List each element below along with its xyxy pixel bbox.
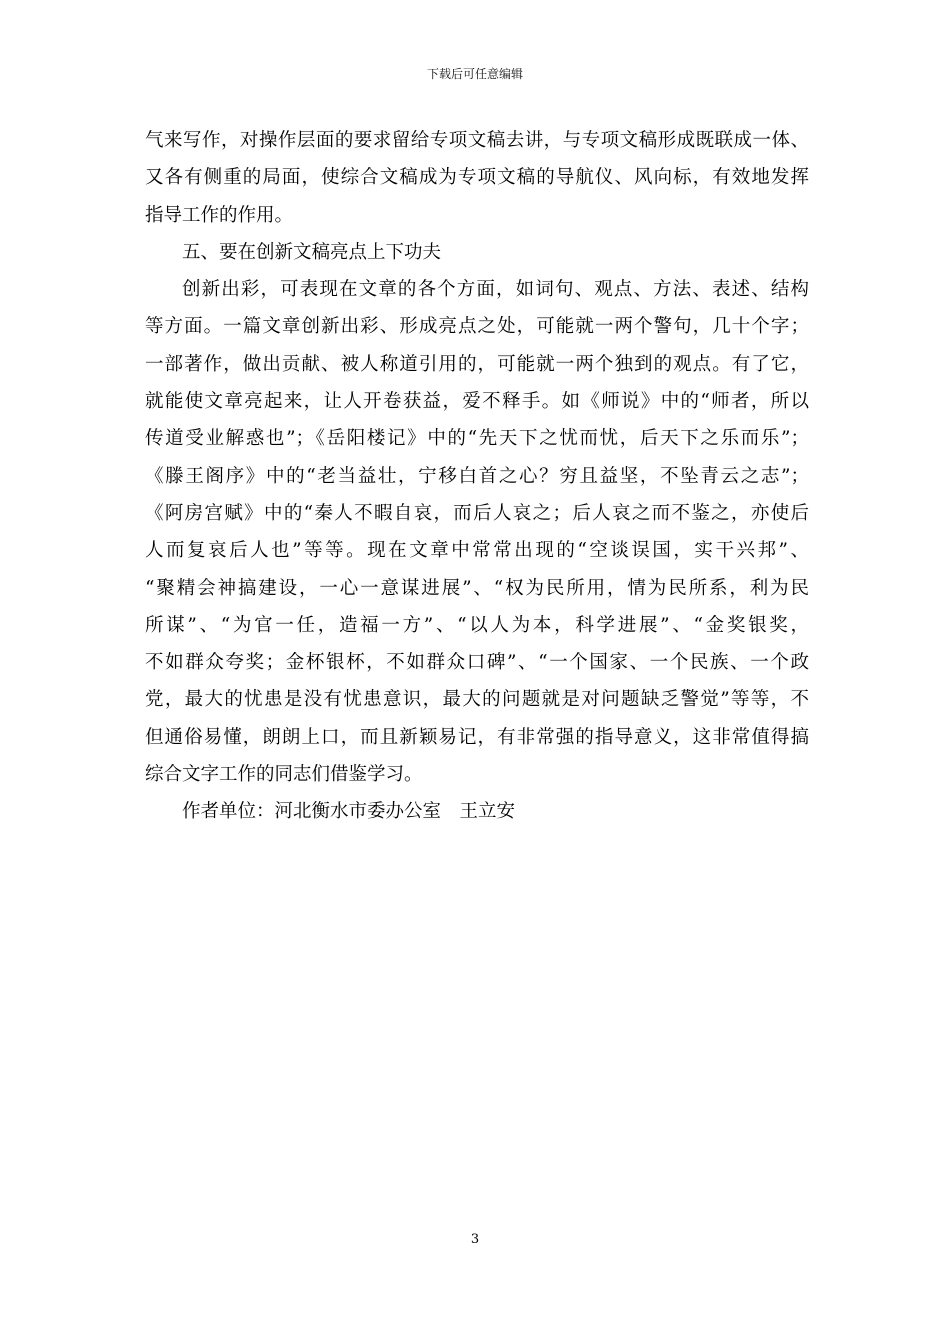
document-body <box>145 122 809 831</box>
paragraph-line: 不如群众夸奖；金杯银杯，不如群众口碑”、“一个国家、一个民族、一个政 <box>145 652 809 674</box>
paragraph-line: 创新出彩，可表现在文章的各个方面，如词句、观点、方法、表述、结构 <box>182 279 809 301</box>
paragraph-line: 《阿房宫赋》中的“秦人不暇自哀，而后人哀之；后人哀之而不鉴之，亦使后 <box>145 502 809 524</box>
paragraph-line: 党，最大的忧患是没有忧患意识，最大的问题就是对问题缺乏警觉”等等，不 <box>145 689 809 711</box>
paragraph-line: 一部著作，做出贡献、被人称道引用的，可能就一两个独到的观点。有了它， <box>145 353 809 375</box>
page-number: 3 <box>470 1232 480 1247</box>
paragraph-line: 《滕王阁序》中的“老当益壮，宁移白首之心？穷且益坚，不坠青云之志”； <box>145 465 809 487</box>
paragraph-line: 指导工作的作用。 <box>145 204 294 226</box>
paragraph-line: “聚精会神搞建设，一心一意谋进展”、“权为民所用，情为民所系，利为民 <box>145 577 809 599</box>
paragraph-line: 又各有侧重的局面，使综合文稿成为专项文稿的导航仪、风向标，有效地发挥 <box>145 167 809 189</box>
page-header: 下载后可任意编辑 <box>426 67 523 81</box>
paragraph-line: 人而复哀后人也”等等。现在文章中常常出现的“空谈误国，实干兴邦”、 <box>145 540 809 562</box>
section-heading: 五、要在创新文稿亮点上下功夫 <box>182 241 442 263</box>
paragraph-line: 综合文字工作的同志们借鉴学习。 <box>145 764 423 786</box>
paragraph-line: 传道受业解惑也”；《岳阳楼记》中的“先天下之忧而忧，后天下之乐而乐”； <box>145 428 809 450</box>
paragraph-line: 气来写作，对操作层面的要求留给专项文稿去讲，与专项文稿形成既联成一体、 <box>145 130 809 151</box>
paragraph-line: 等方面。一篇文章创新出彩、形成亮点之处，可能就一两个警句，几十个字； <box>145 316 809 338</box>
paragraph-line: 所谋”、“为官一任，造福一方”、“以人为本，科学进展”、“金奖银奖， <box>145 614 809 636</box>
paragraph-line: 但通俗易懂，朗朗上口，而且新颖易记，有非常强的指导意义，这非常值得搞 <box>145 726 809 748</box>
author-line: 作者单位：河北衡水市委办公室 王立安 <box>182 801 516 823</box>
paragraph-line: 就能使文章亮起来，让人开卷获益，爱不释手。如《师说》中的“师者，所以 <box>145 391 809 413</box>
